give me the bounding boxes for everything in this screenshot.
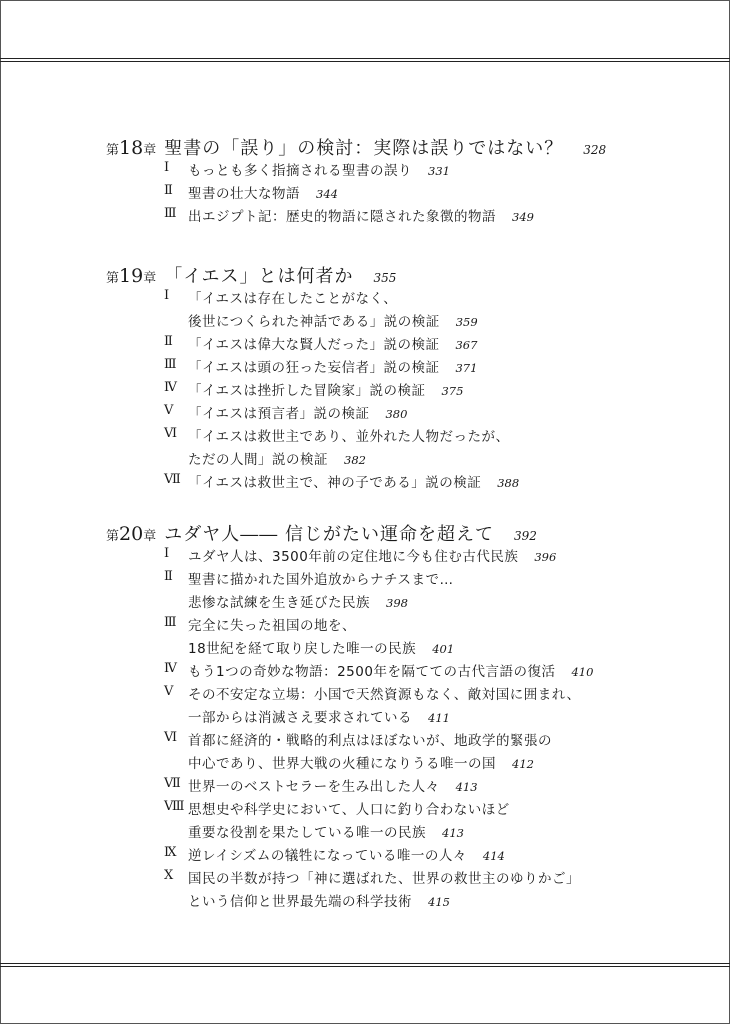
section-title-line [188, 288, 478, 311]
toc-section [164, 206, 606, 229]
section-number: Ⅹ [164, 868, 174, 883]
toc-section [164, 730, 593, 776]
section-title [188, 799, 510, 845]
section-title-text: 「イエスは存在したことがなく、 [188, 291, 398, 307]
toc-section [164, 288, 519, 334]
section-title-line [188, 868, 580, 891]
section-number: Ⅱ [164, 183, 174, 198]
chapter-page-number: 392 [513, 529, 537, 543]
section-title-text: ユダヤ人は、3500年前の定住地に今も住む古代民族 [188, 549, 519, 565]
section-title-line [188, 661, 593, 684]
toc-section [164, 546, 593, 569]
section-number: Ⅴ [164, 403, 174, 418]
section-title-line [188, 730, 552, 753]
section-page-number: 382 [344, 453, 366, 467]
section-title [188, 472, 519, 495]
toc-section [164, 845, 593, 868]
section-page-number: 349 [512, 210, 534, 224]
section-number: Ⅴ [164, 684, 174, 699]
section-number: Ⅰ [164, 546, 170, 561]
section-title-line [188, 592, 453, 615]
section-title-text: 「イエスは頭の狂った妄信者」説の検証 [188, 360, 440, 376]
chapter-page-number: 328 [583, 143, 607, 157]
section-title-text: ただの人間」説の検証 [188, 452, 328, 468]
section-title-line [188, 707, 581, 730]
toc-section [164, 661, 593, 684]
section-title [188, 206, 534, 229]
chapter-18 [106, 134, 606, 229]
section-title-line [188, 403, 407, 426]
section-title [188, 615, 454, 661]
section-number: Ⅶ [164, 472, 182, 487]
section-title [188, 661, 593, 684]
toc-section [164, 403, 519, 426]
section-title-text: 重要な役割を果たしている唯一の民族 [188, 825, 426, 841]
section-title-line [188, 546, 556, 569]
section-title-text: 後世につくられた神話である」説の検証 [188, 314, 440, 330]
section-title-line [188, 638, 454, 661]
top-double-rule [0, 58, 730, 62]
section-title-text: 完全に失った祖国の地を、 [188, 618, 356, 634]
chapter-label: 第18章 [106, 137, 157, 159]
bottom-double-rule [0, 963, 730, 967]
section-page-number: 396 [534, 550, 557, 564]
section-title-line [188, 753, 552, 776]
section-number: Ⅱ [164, 569, 174, 584]
section-number: Ⅵ [164, 730, 178, 745]
section-page-number: 380 [385, 407, 408, 421]
chapter-20 [106, 520, 593, 914]
section-title-text: 思想史や科学史において、人口に釣り合わないほど [188, 802, 510, 818]
chapter-title: 聖書の「誤り」の検討：実際は誤りではない？ [164, 138, 564, 159]
toc-section [164, 357, 519, 380]
toc-section [164, 799, 593, 845]
section-title-text: 「イエスは預言者」説の検証 [188, 406, 370, 422]
chapter-title: 「イエス」とは何者か [164, 266, 354, 287]
section-title-text: 悲惨な試練を生き延びた民族 [188, 595, 370, 611]
section-title [188, 730, 552, 776]
section-page-number: 414 [482, 849, 505, 863]
toc-section [164, 334, 519, 357]
section-number: Ⅳ [164, 661, 178, 676]
section-title-text: 「イエスは救世主で、神の子である」説の検証 [188, 475, 482, 491]
toc-section [164, 183, 606, 206]
section-title-line [188, 891, 580, 914]
section-title [188, 868, 580, 914]
section-page-number: 413 [455, 780, 478, 794]
toc-section [164, 684, 593, 730]
chapter-heading [106, 520, 593, 546]
section-title-text: その不安定な立場：小国で天然資源もなく、敵対国に囲まれ、 [188, 687, 581, 703]
section-number: Ⅲ [164, 357, 178, 372]
section-title-line [188, 183, 338, 206]
section-list [106, 546, 593, 914]
section-title [188, 426, 509, 472]
section-number: Ⅷ [164, 799, 185, 814]
section-title-text: 中心であり、世界大戦の火種になりうる唯一の国 [188, 756, 496, 772]
section-number: Ⅸ [164, 845, 178, 860]
chapter-title: ユダヤ人―― 信じがたい運命を超えて [164, 524, 494, 545]
section-title [188, 334, 477, 357]
section-title-text: もっとも多く指摘される聖書の誤り [188, 163, 412, 179]
section-title-text: 出エジプト記：歴史的物語に隠された象徴的物語 [188, 209, 496, 225]
toc-section [164, 426, 519, 472]
section-title [188, 380, 463, 403]
section-title-text: 「イエスは救世主であり、並外れた人物だったが、 [188, 429, 510, 445]
section-title-line [188, 334, 477, 357]
section-page-number: 371 [455, 361, 478, 375]
section-list [106, 288, 519, 495]
section-page-number: 359 [455, 315, 478, 329]
section-page-number: 410 [571, 665, 594, 679]
section-number: Ⅶ [164, 776, 182, 791]
section-title-text: 逆レイシズムの犠牲になっている唯一の人々 [188, 848, 467, 864]
toc-section [164, 160, 606, 183]
section-title-text: 聖書の壮大な物語 [188, 186, 300, 202]
section-number: Ⅵ [164, 426, 178, 441]
section-page-number: 388 [497, 476, 520, 490]
section-title-line [188, 684, 581, 707]
section-number: Ⅲ [164, 206, 178, 221]
section-title [188, 845, 505, 868]
section-page-number: 413 [442, 826, 464, 840]
section-title-line [188, 799, 510, 822]
section-title-text: 首都に経済的・戦略的利点はほぼないが、地政学的緊張の [188, 733, 552, 749]
section-title-text: 「イエスは偉大な賢人だった」説の検証 [188, 337, 440, 353]
section-title [188, 684, 581, 730]
section-title [188, 403, 407, 426]
section-number: Ⅰ [164, 288, 170, 303]
section-title-text: 国民の半数が持つ「神に選ばれた、世界の救世主のゆりかご」 [188, 871, 580, 887]
section-title-line [188, 472, 519, 495]
section-title [188, 569, 453, 615]
toc-section [164, 868, 593, 914]
section-title [188, 183, 338, 206]
section-number: Ⅱ [164, 334, 174, 349]
section-title-line [188, 380, 463, 403]
section-number: Ⅳ [164, 380, 178, 395]
section-title-line [188, 845, 505, 868]
chapter-19 [106, 262, 519, 495]
section-title-line [188, 160, 450, 183]
section-page-number: 401 [432, 642, 455, 656]
section-title [188, 160, 450, 183]
section-page-number: 412 [512, 757, 534, 771]
section-page-number: 411 [428, 711, 450, 725]
section-title-line [188, 311, 478, 334]
section-page-number: 331 [428, 164, 450, 178]
toc-section [164, 569, 593, 615]
section-number: Ⅲ [164, 615, 178, 630]
section-title-line [188, 615, 454, 638]
section-title-line [188, 569, 453, 592]
section-page-number: 344 [316, 187, 338, 201]
section-title-text: 一部からは消滅さえ要求されている [188, 710, 412, 726]
chapter-heading [106, 262, 519, 288]
section-page-number: 415 [428, 895, 450, 909]
chapter-page-number: 355 [373, 271, 397, 285]
section-title [188, 776, 478, 799]
section-title-line [188, 206, 534, 229]
section-title-text: 世界一のベストセラーを生み出した人々 [188, 779, 440, 795]
section-title-line [188, 426, 509, 449]
section-page-number: 375 [441, 384, 464, 398]
toc-section [164, 380, 519, 403]
section-title-text: 聖書に描かれた国外追放からナチスまで… [188, 572, 454, 588]
toc-section [164, 472, 519, 495]
section-title-text: 「イエスは挫折した冒険家」説の検証 [188, 383, 426, 399]
section-page-number: 367 [455, 338, 478, 352]
section-list [106, 160, 606, 229]
toc-section [164, 615, 593, 661]
section-title-text: 18世紀を経て取り戻した唯一の民族 [188, 641, 417, 657]
chapter-label: 第20章 [106, 523, 157, 545]
section-title-line [188, 776, 478, 799]
chapter-label: 第19章 [106, 265, 157, 287]
section-title [188, 357, 477, 380]
section-title-text: という信仰と世界最先端の科学技術 [188, 894, 412, 910]
section-title [188, 288, 478, 334]
section-title-text: もう1つの奇妙な物語：2500年を隔てての古代言語の復活 [188, 664, 556, 680]
chapter-heading [106, 134, 606, 160]
section-page-number: 398 [386, 596, 408, 610]
section-title [188, 546, 556, 569]
toc-section [164, 776, 593, 799]
section-title-line [188, 822, 510, 845]
section-title-line [188, 357, 477, 380]
section-title-line [188, 449, 509, 472]
section-number: Ⅰ [164, 160, 170, 175]
